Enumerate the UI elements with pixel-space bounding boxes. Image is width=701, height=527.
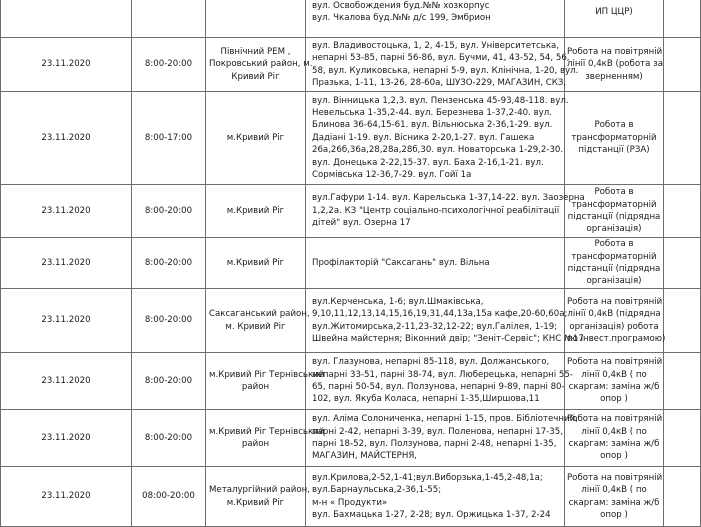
streets-cell — [306, 467, 565, 527]
work-type-line: скаргам: заміна ж/б — [568, 497, 660, 508]
time-cell — [132, 238, 206, 289]
date-cell — [1, 92, 132, 185]
streets-cell — [306, 289, 584, 353]
streets-line: МАГАЗИН, МАЙСТЕРНЯ, — [312, 451, 418, 462]
date-cell — [1, 353, 132, 410]
work-type-line: лінії 0,4кВ ( по — [581, 485, 647, 496]
time-text: 8:00-20:00 — [144, 375, 193, 386]
date-cell — [1, 38, 132, 92]
streets-line: непарні 33-51, парні 38-74, вул. Люберецька, непарні 55- — [312, 369, 573, 380]
location-line: Кривий Ріг — [231, 71, 280, 82]
streets-line: Швейна майстерня; Віконний двір; "Зеніт-Сервіс"; КНС №17 — [312, 333, 584, 344]
location-line: м.Кривий Ріг — [226, 497, 285, 508]
streets-line: вул.Барнаульська,2-36,1-55; — [312, 485, 442, 496]
date-cell — [1, 467, 132, 527]
extra-column-cell — [664, 467, 701, 527]
time-cell — [132, 0, 206, 38]
streets-line: Невельська 1-35,2-44. вул. Березнева 1-37,2-40. вул. — [312, 107, 552, 118]
work-type-line: скаргам: заміна ж/б — [568, 382, 660, 392]
time-cell — [132, 92, 206, 185]
time-cell — [132, 410, 206, 467]
work-type-line: Робота на повітряній — [567, 472, 663, 483]
work-type-line: трансформаторній — [571, 199, 657, 210]
work-type-cell — [565, 353, 664, 410]
work-type-line: підстанції (підрядна — [567, 212, 661, 222]
work-type-line: Робота на повітряній — [567, 296, 663, 307]
streets-cell — [306, 410, 578, 467]
table-row — [1, 353, 701, 410]
work-type-line: лінії 0,4кВ (підрядна — [567, 309, 661, 320]
work-type-line: лінії 0,4кВ ( по — [581, 426, 647, 437]
work-type-cell — [565, 410, 664, 467]
location-line: м.Кривий Ріг — [226, 132, 285, 143]
time-text: 08:00-20:00 — [142, 491, 195, 502]
location-line: Покровський район, м. — [209, 59, 313, 70]
location-line: м.Кривий Ріг Тернівський — [209, 369, 325, 380]
streets-line: вул. Освобождения буд.№№ хозкорпус — [312, 0, 490, 11]
time-text: 8:00-20:00 — [144, 205, 193, 216]
work-type-line: організація) — [586, 276, 642, 287]
time-text: 8:00-20:00 — [144, 315, 193, 326]
work-type-line: зверненням) — [585, 71, 643, 82]
time-text: 8:00-20:00 — [144, 59, 193, 70]
time-text: 8:00-20:00 — [144, 432, 193, 443]
date-text: 23.11.2020 — [41, 132, 91, 143]
location-line: район — [241, 382, 270, 392]
work-type-line: опор ) — [600, 394, 628, 405]
work-type-line: опор ) — [600, 509, 628, 520]
streets-cell — [306, 38, 579, 92]
table-row — [1, 38, 701, 92]
work-type-cell — [565, 0, 664, 38]
streets-line: 65, парні 50-54, вул. Ползунова, непарні 9-89, парні 80- — [312, 382, 565, 392]
time-cell — [132, 289, 206, 353]
date-text: 23.11.2020 — [41, 315, 91, 326]
work-type-cell — [565, 38, 664, 92]
work-type-line: Робота в — [594, 239, 634, 250]
extra-column-cell — [664, 410, 701, 467]
work-type-line: організація) — [586, 224, 642, 235]
location-line: Металургійний район, — [209, 485, 310, 496]
streets-line: вул. Владивостоцька, 1, 2, 4-15, вул. Університетська, — [312, 40, 560, 51]
location-line: район — [241, 439, 270, 449]
extra-column-cell — [664, 0, 701, 38]
location-line: м.Кривий Ріг — [226, 257, 285, 268]
streets-line: Блинова 36-64,15-61. вул. Вільнюська 2-36,1-29. вул. — [312, 120, 553, 131]
table-row — [1, 0, 701, 38]
streets-cell — [306, 92, 569, 185]
extra-column-cell — [664, 92, 701, 185]
location-line: м.Кривий Ріг — [226, 205, 285, 216]
time-cell — [132, 467, 206, 527]
location-cell — [206, 410, 325, 467]
streets-line: непарні 53-85, парні 56-86, вул. Бучми, 41, 43-52, 54, 56, — [312, 53, 570, 64]
work-type-line: ИП ЦЦР) — [595, 6, 633, 17]
location-line: м.Кривий Ріг Тернівський — [209, 426, 325, 437]
streets-line: 1,2,2а. КЗ "Центр соціально-психологічної реабілітації — [312, 205, 560, 216]
date-cell — [1, 238, 132, 289]
streets-line: 26а,26б,36а,28,28а,28б,30. вул. Новаторська 1-29,2-30. — [312, 145, 564, 156]
work-type-line: скаргам: заміна ж/б — [568, 439, 660, 449]
extra-column-cell — [664, 289, 701, 353]
extra-column-cell — [664, 185, 701, 238]
date-cell — [1, 0, 132, 38]
location-cell — [206, 185, 306, 238]
extra-column-cell — [664, 38, 701, 92]
work-type-line: Робота в — [594, 120, 634, 131]
location-cell — [206, 467, 310, 527]
date-cell — [1, 410, 132, 467]
streets-line: вул. Чкалова буд.№№ д/с 199, Эмбрион — [312, 13, 491, 23]
streets-cell — [306, 185, 585, 238]
date-text: 23.11.2020 — [41, 257, 91, 268]
streets-line: вул. Бахмацька 1-27, 2-28; вул. Оржицька 1-37, 2-24 — [312, 509, 551, 520]
work-type-line: підстанції (РЗА) — [578, 145, 650, 156]
location-cell — [206, 289, 310, 353]
streets-line: Празька, 1-11, 13-26, 28-60а, ШУЗО-229, МАГАЗИН, СКЗ, — [312, 77, 567, 88]
table-row — [1, 289, 701, 353]
location-cell — [206, 38, 313, 92]
work-type-line: підстанції (підрядна — [567, 264, 661, 274]
streets-line: парні 18-52, вул. Ползунова, парні 2-48, непарні 1-35, — [312, 439, 557, 449]
time-text: 8:00-20:00 — [144, 257, 193, 268]
work-type-line: Робота в — [594, 187, 634, 198]
streets-line: вул. Донецька 2-22,15-37. вул. Баха 2-16,1-21. вул. — [312, 157, 544, 168]
work-type-line: Робота на повітряній — [567, 357, 663, 368]
streets-line: вул. Вінницька 1,2,3. вул. Пензенська 45-93,48-118. вул. — [312, 95, 569, 106]
work-type-cell — [565, 92, 664, 185]
streets-cell — [306, 238, 565, 289]
streets-line: парні 2-42, непарні 3-39, вул. Поленова, непарні 17-35, — [312, 426, 563, 437]
streets-line: Сормівська 12-36,7-29. вул. Гойї 1а — [312, 170, 472, 181]
date-text: 23.11.2020 — [41, 59, 91, 70]
streets-line: вул.Крилова,2-52,1-41;вул.Виборзька,1-45,2-48,1а; — [312, 472, 543, 483]
location-cell — [206, 353, 325, 410]
work-type-line: лінії 0,4кВ ( по — [581, 369, 647, 380]
date-text: 23.11.2020 — [41, 432, 91, 443]
work-type-line: лінії 0,4кВ (робота за — [567, 59, 663, 70]
work-type-line: по інвест.програмою) — [567, 333, 666, 344]
streets-line: дітей" вул. Озерна 17 — [312, 218, 411, 229]
work-type-cell — [565, 289, 664, 353]
time-cell — [132, 353, 206, 410]
table-row — [1, 238, 701, 289]
date-text: 23.11.2020 — [41, 375, 91, 386]
time-cell — [132, 185, 206, 238]
work-type-line: трансформаторній — [571, 132, 657, 143]
work-type-line: Робота на повітряній — [567, 414, 663, 425]
streets-line: 58, вул. Куликовська, непарні 5-9, вул. Клінічна, 1-20, вул. — [312, 65, 579, 76]
time-cell — [132, 38, 206, 92]
work-type-cell — [565, 467, 664, 527]
location-cell — [206, 92, 306, 185]
date-cell — [1, 289, 132, 353]
streets-line: 9,10,11,12,13,14,15,16,19,31,44,13а,15а кафе,20-60,60а; — [312, 309, 568, 320]
location-cell — [206, 0, 306, 38]
work-type-line: опор ) — [600, 451, 628, 462]
streets-line: вул.Житомирська,2-11,23-32,12-22; вул.Галілея, 1-19; — [312, 321, 558, 332]
streets-line: вул. Глазунова, непарні 85-118, вул. Должанського, — [312, 357, 550, 368]
work-type-line: Робота на повітряній — [567, 46, 663, 57]
location-line: Північний РЕМ , — [220, 46, 291, 57]
time-text: 8:00-17:00 — [144, 132, 193, 143]
streets-line: вул.Гафури 1-14. вул. Карельська 1-37,14-22. вул. Заозерна — [312, 193, 585, 204]
extra-column-cell — [664, 353, 701, 410]
streets-line: вул.Керченська, 1-6; вул.Шмаківська, — [312, 296, 484, 307]
location-cell — [206, 238, 306, 289]
extra-column-cell — [664, 238, 701, 289]
table-body — [1, 0, 701, 527]
streets-line: Дадіані 1-19. вул. Вісника 2-20,1-27. вул. Гашека — [312, 132, 535, 143]
table-row — [1, 185, 701, 238]
streets-line: м-н « Продукти» — [312, 497, 388, 508]
table-row — [1, 467, 701, 527]
work-type-line: організація) робота — [569, 321, 659, 332]
streets-cell — [306, 353, 573, 410]
streets-line: Профілакторій "Саксагань" вул. Вільна — [312, 257, 490, 268]
streets-line: вул. Аліма Солониченка, непарні 1-15, пров. Бібліотечний, — [312, 414, 578, 425]
date-text: 23.11.2020 — [41, 205, 91, 216]
date-text: 23.11.2020 — [41, 491, 91, 502]
work-type-line: трансформаторній — [571, 251, 657, 262]
table-row — [1, 92, 701, 185]
location-line: м. Кривий Ріг — [225, 321, 286, 332]
location-line: Саксаганський район, — [209, 309, 310, 320]
table-row — [1, 410, 701, 467]
work-type-cell — [565, 238, 664, 289]
date-cell — [1, 185, 132, 238]
streets-cell — [306, 0, 565, 38]
streets-line: 102, вул. Якуба Коласа, непарні 1-35,Ширшова,11 — [312, 394, 540, 405]
